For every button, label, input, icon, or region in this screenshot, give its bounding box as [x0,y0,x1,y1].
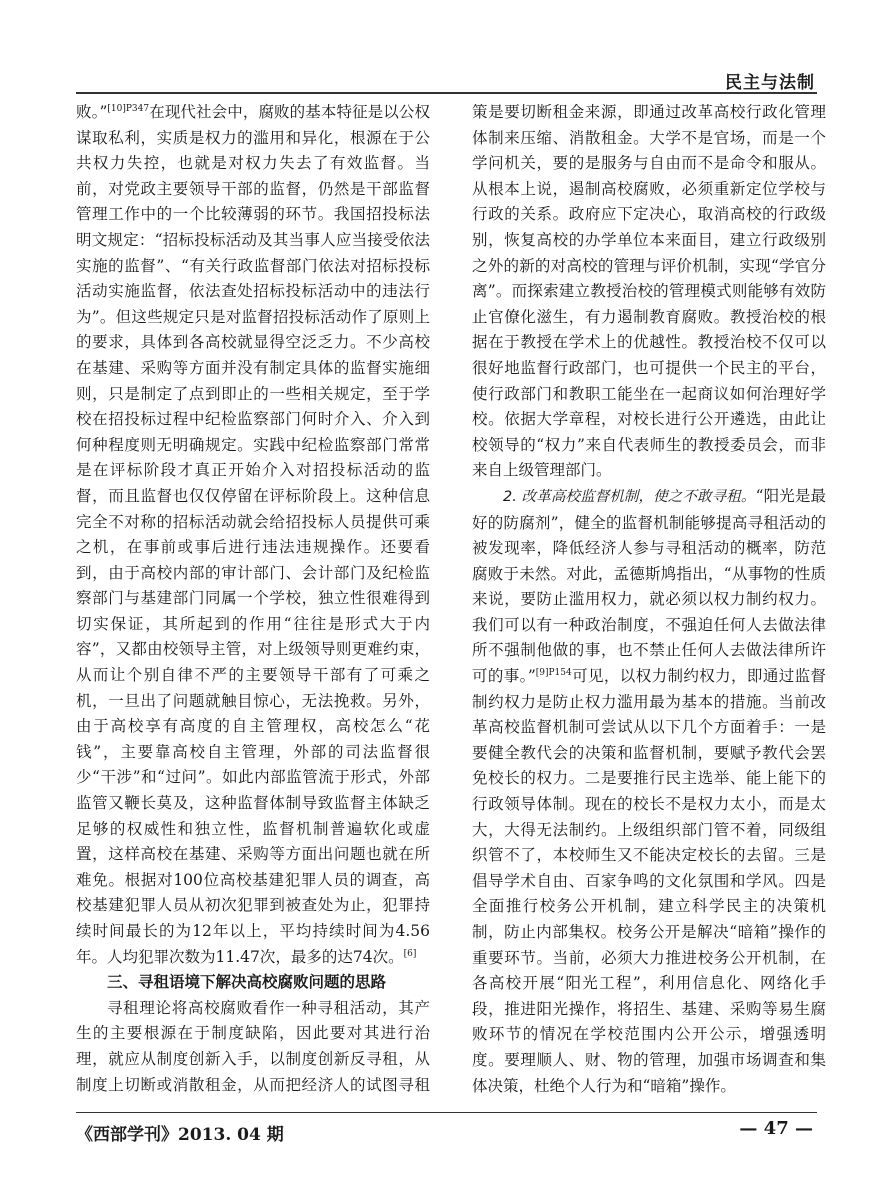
footer-rule [76,1112,817,1113]
paragraph [76,100,430,970]
citation: [10]P347 [107,103,150,114]
section-header: 民主与法制 [725,73,815,93]
journal-name: 《西部学刊》2013. 04 期 [76,1125,284,1145]
paragraph-text: “阳光是最好的防腐剂”，健全的监督机制能够提高寻租活动的被发现率，降低经济人参与寻租活动的概率，防范腐败于未然。对此，孟德斯鸠指出，“从事物的性质来说，要防止滥用权力，就必须以权力制约权力。我们可以有一种政治制度，不强迫任何人去做法律所不强制他做的事，也不禁止任何人去做法律所许可的事。” [472,486,826,686]
paragraph-text: 败。” [76,103,108,121]
citation: [6] [403,948,417,959]
section-heading: 三、寻租语境下解决高校腐败问题的思路 [107,973,387,992]
subheading: 2. 改革高校监督机制，使之不敢寻租。 [503,488,756,505]
paragraph [472,484,826,1099]
paragraph [472,1099,826,1100]
header-rule [76,92,817,94]
paragraph: 策是要切断租金来源，即通过改革高校行政化管理体制来压缩、消散租金。大学不是官场，而是一个学问机关，要的是服务与自由而不是命令和服从。从根本上说，遏制高校腐败，必须重新定位学校与行政的关系。政府应下定决心，取消高校的行政级别，恢复高校的办学单位本来面目，建立行政级别之外的新的对高校的管理与评价机制，实现“学官分离”。而探索建立教授治校的管理模式则能够有效防止官僚化滋生，有力遏制教育腐败。教授治校的根据在于教授在学术上的优越性。教授治校不仅可以很好地监督行政部门，也可提供一个民主的平台，使行政部门和教职工能坐在一起商议如何治理好学校。依据大学章程，对校长进行公开遴选，由此让校领导的“权力”来自代表师生的教授委员会，而非来自上级管理部门。 [472,103,826,480]
paragraph: 寻租理论将高校腐败看作一种寻租活动，其产生的主要根源在于制度缺陷，因此要对其进行治理，就应从制度创新入手，以制度创新反寻租，从制度上切断或消散租金，从而把经济人的试图寻租 [76,998,430,1094]
paragraph-text: 可见，以权力制约权力，即通过监督制约权力是防止权力滥用最为基本的措施。当前改革高校监督机制可尝试从以下几个方面着手：一是要健全教代会的决策和监督机制，要赋予教代会罢免校长的权力。二是要推行民主选举、能上能下的行政领导体制。现在的校长不是权力太小，而是太大，大得无法制约。上级组织部门管不着，同级组织管不了，本校师生又不能决定校长的去留。三是倡导学术自由、百家争鸣的文化氛围和学风。四是全面推行校务公开机制，建立科学民主的决策机制，防止内部集权。校务公开是解决“暗箱”操作的重要环节。当前，必须大力推进校务公开机制，在各高校开展“阳光工程”，利用信息化、网络化手段，推进阳光操作，将招生、基建、采购等易生腐败环节的情况在学校范围内公开公示，增强透明度。要理顺人、财、物的管理，加强市场调查和集体决策，杜绝个人行为和“暗箱”操作。 [472,667,826,1095]
page-number: — 47 — [739,1118,813,1139]
citation: [9]P154 [535,667,572,678]
right-column [472,100,826,1100]
left-column [76,100,430,1100]
paragraph-text: 在现代社会中，腐败的基本特征是以公权谋取私利，实质是权力的滥用和异化，根源在于公共权力失控，也就是对权力失去了有效监督。当前，对党政主要领导干部的监督，仍然是干部监督管理工作中的一个比较薄弱的环节。我国招投标法明文规定：“招标投标活动及其当事人应当接受依法实施的监督”、“有关行政监督部门依法对招标投标活动实施监督，依法查处招标投标活动中的违法行为”。但这些规定只是对监督招投标活动作了原则上的要求，具体到各高校就显得空泛乏力。不少高校在基建、采购等方面并没有制定具体的监督实施细则，只是制定了点到即止的一些相关规定，至于学校在招投标过程中纪检监察部门何时介入、介入到何种程度则无明确规定。实践中纪检监察部门常常是在评标阶段才真正开始介入对招投标活动的监督，而且监督也仅仅停留在评标阶段上。这种信息完全不对称的招标活动就会给招投标人员提供可乘之机，在事前或事后进行违法违规操作。还要看到，由于高校内部的审计部门、会计部门及纪检监察部门与基建部门同属一个学校，独立性很难得到切实保证，其所起到的作用“往往是形式大于内容”，又都由校领导主管，对上级领导则更难约束，从而让个别自律不严的主要领导干部有了可乘之机，一旦出了问题就触目惊心，无法挽救。另外，由于高校享有高度的自主管理权，高校怎么“花钱”，主要靠高校自主管理，外部的司法监督很少“干涉”和“过问”。如此内部监管流于形式，外部监管又鞭长莫及，这种监督体制导致监督主体缺乏足够的权威性和独立性，监督机制普遍软化或虚置，这样高校在基建、采购等方面出问题也就在所难免。根据对100位高校基建犯罪人员的调查，高校基建犯罪人员从初次犯罪到被查处为止，犯罪持续时间最长的为12年以上，平均持续时间为4.56年。人均犯罪次数为11.47次，最多的达74次。 [76,103,430,966]
